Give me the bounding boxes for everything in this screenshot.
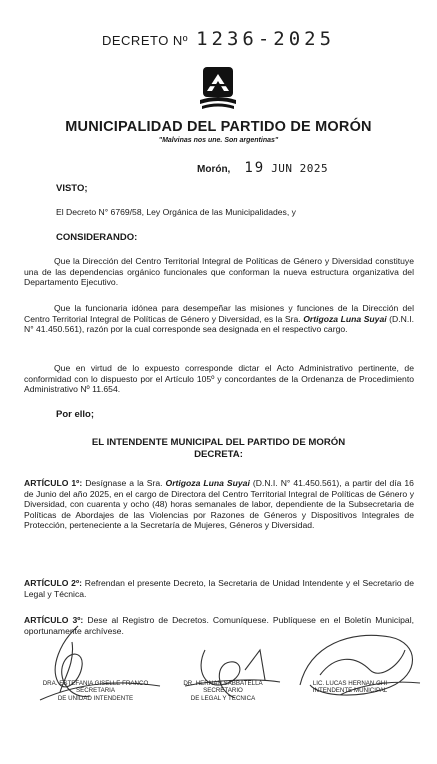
signature-scribble-3-icon bbox=[280, 625, 430, 715]
signature-block-2 bbox=[168, 680, 278, 702]
signature-3-name: LIC. LUCAS HERNAN GHI bbox=[312, 680, 388, 687]
signature-2-name: DR. HERNAN SABBATELLA bbox=[183, 680, 263, 687]
visto-text: El Decreto N° 6769/58, Ley Orgánica de las Municipalidades, y bbox=[56, 207, 296, 217]
article-2-label: ARTÍCULO 2º: bbox=[24, 578, 82, 588]
considerando-paragraph-3: Que en virtud de lo expuesto corresponde dictar el Acto Administrativo pertinente, de conformidad con lo dispuesto por el Artículo 105º y concordantes de la Ordenanza de Procedimiento Administrativo Nº 11.654. bbox=[24, 363, 414, 395]
signature-1-role: SECRETARIA bbox=[75, 687, 116, 695]
signature-2-role-2: DE LEGAL Y TECNICA bbox=[190, 694, 256, 702]
considerando-paragraph-1: Que la Dirección del Centro Territorial Integral de Políticas de Género y Diversidad constituye una de las dependencias orgánico funcionales que conforman la nueva estructura organizativa del Departamento Ejecutivo. bbox=[24, 256, 414, 288]
article-1-label: ARTÍCULO 1º: bbox=[24, 478, 83, 488]
municipality-title: MUNICIPALIDAD DEL PARTIDO DE MORÓN bbox=[65, 119, 372, 135]
intendente-heading bbox=[0, 437, 437, 461]
article-1 bbox=[24, 478, 414, 531]
por-ello: Por ello; bbox=[56, 409, 95, 420]
considerando-p2-text-a: Que la funcionaria idónea para desempeñar las misiones y funciones de la Dirección del Centro Territorial Integral de Políticas de Género y Diversidad, es la Sra. bbox=[24, 303, 414, 324]
place: Morón, bbox=[197, 164, 231, 175]
article-1-text-b: (D.N.I. N° 41.450.561), a partir del día 16 de Junio del año 2025, en el cargo de Directora del Centro Territorial Integral de Políticas de Género y Diversidad, con cuarenta y ocho (48) horas semanales de labor, dependiente de la Subsecretaria de Políticas de Abordajes de las Violencias por Razones de Géneros y Dispositivos Integrales de Protección, perteneciente a la Secretaría de Mujeres, Géneros y Diversidad. bbox=[24, 478, 414, 531]
signature-1-role-2: DE UNIDAD INTENDENTE bbox=[57, 694, 134, 702]
signature-block-3 bbox=[290, 680, 410, 695]
signature-2-role: SECRETARIO bbox=[203, 687, 243, 695]
article-3-label: ARTÍCULO 3º: bbox=[24, 615, 84, 625]
article-3-text: Dese al Registro de Decretos. Comuníquese. Publíquese en el Boletín Municipal, oportunamente archívese. bbox=[24, 615, 414, 636]
decree-number-line bbox=[0, 28, 437, 50]
signature-1-name: DRA. ESTEFANIA GISELLE FRANCO bbox=[42, 680, 149, 687]
signature-3-role: INTENDENTE MUNICIPAL bbox=[312, 687, 388, 695]
article-1-text-a: Desígnase a la Sra. bbox=[82, 478, 166, 488]
considerando-heading: CONSIDERANDO: bbox=[56, 232, 138, 243]
date-day: 19 bbox=[244, 160, 266, 176]
article-2 bbox=[24, 578, 414, 599]
article-2-text: Refrendan el presente Decreto, la Secretaria de Unidad Intendente y el Secretario de Legal y Técnica. bbox=[24, 578, 414, 599]
considerando-p2-text-b: (D.N.I. N° 41.450.561), razón por la cual corresponde sea designada en el respectivo cargo. bbox=[24, 313, 415, 335]
date-month-year: JUN 2025 bbox=[271, 162, 329, 175]
decree-number: 1236-2025 bbox=[196, 28, 336, 50]
visto-heading: VISTO; bbox=[56, 183, 88, 194]
appointee-name: Ortigoza Luna Suyai bbox=[303, 313, 387, 324]
municipality-motto: "Malvinas nos une. Son argentinas" bbox=[158, 137, 279, 144]
decree-label: DECRETO Nº bbox=[101, 33, 189, 48]
intendente-heading-line-1: EL INTENDENTE MUNICIPAL DEL PARTIDO DE MORÓN bbox=[91, 437, 346, 448]
signature-block-1 bbox=[28, 680, 163, 702]
intendente-heading-line-2: DECRETA: bbox=[194, 449, 243, 460]
municipal-seal-icon bbox=[196, 64, 240, 112]
article-1-appointee-name: Ortigoza Luna Suyai bbox=[165, 478, 250, 488]
considerando-paragraph-2 bbox=[24, 303, 414, 335]
place-date bbox=[197, 160, 328, 176]
